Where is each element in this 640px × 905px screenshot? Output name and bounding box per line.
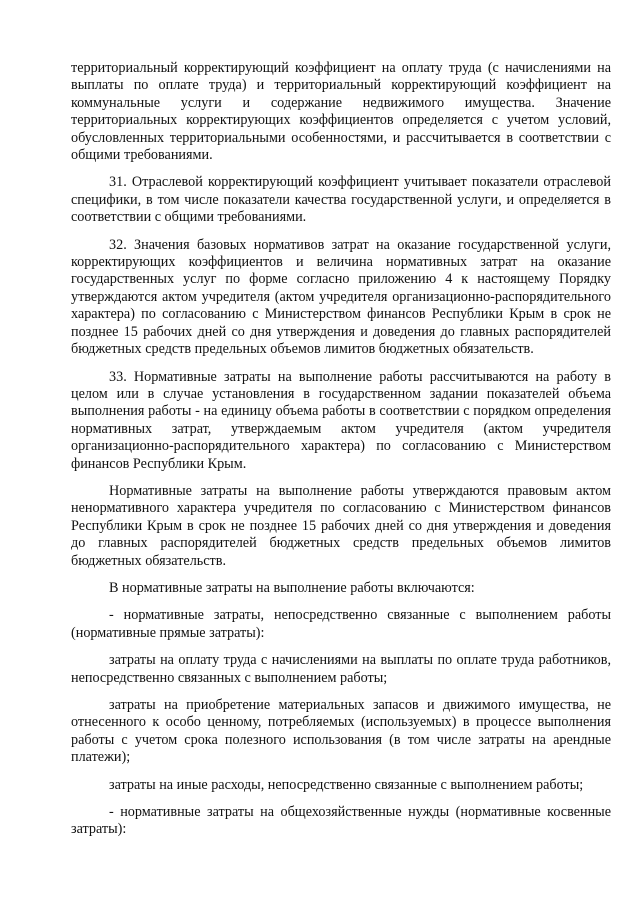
paragraph-work-costs-approval: Нормативные затраты на выполнение работы утверждаются правовым актом ненормативного характера учредителя по согласованию с Министерством финансов Республики Крым в срок не позднее 15 рабочих дней со дня утверждения и доведения до главных распорядителей бюджетных средств предельных объемов лимитов бюджетных обязательств. (71, 482, 611, 569)
paragraph-territorial-coefficient: территориальный корректирующий коэффициент на оплату труда (с начислениями на выплаты по оплате труда) и территориальный корректирующий коэффициент на коммунальные услуги и содержание недвижимого имущества. Значение территориальных корректирующих коэффициентов определяется с учетом условий, обусловленных территориальными особенностями, и рассчитывается в соответствии с общими требованиями. (71, 60, 611, 164)
list-item-material-costs: затраты на приобретение материальных запасов и движимого имущества, не отнесенного к особо ценному, потребляемых (используемых) в процессе выполнения работы с учетом срока полезного использования (в том числе затраты на арендные платежи); (71, 697, 611, 766)
list-item-other-costs: затраты на иные расходы, непосредственно связанные с выполнением работы; (109, 776, 584, 793)
paragraph-31: 31. Отраслевой корректирующий коэффициент учитывает показатели отраслевой специфики, в том числе показатели качества государственной услуги, и определяется в соответствии с общими требованиями. (71, 174, 611, 226)
list-item-indirect-costs: - нормативные затраты на общехозяйственные нужды (нормативные косвенные затраты): (71, 804, 611, 838)
paragraph-included-costs-intro: В нормативные затраты на выполнение работы включаются: (109, 579, 475, 596)
paragraph-33: 33. Нормативные затраты на выполнение работы рассчитываются на работу в целом или в случае установления в государственном задании показателей объема выполнения работы - на единицу объема работы в соответствии с порядком определения нормативных затрат, утверждаемым актом учредителя (актом учредителя организационно-распорядительного характера) по согласованию с Министерством финансов Республики Крым. (71, 368, 611, 472)
list-item-labor-costs: затраты на оплату труда с начислениями на выплаты по оплате труда работников, непосредственно связанных с выполнением работы; (71, 652, 611, 686)
list-item-direct-costs: - нормативные затраты, непосредственно связанные с выполнением работы (нормативные прямые затраты): (71, 607, 611, 641)
document-page (71, 60, 611, 849)
paragraph-32: 32. Значения базовых нормативов затрат на оказание государственной услуги, корректирующих коэффициентов и величина нормативных затрат на оказание государственных услуг по форме согласно приложению 4 к настоящему Порядку утверждаются актом учредителя (актом учредителя организационно-распорядительного характера) по согласованию с Министерством финансов Республики Крым в срок не позднее 15 рабочих дней со дня утверждения и доведения до главных распорядителей бюджетных средств предельных объемов лимитов бюджетных обязательств. (71, 236, 611, 358)
